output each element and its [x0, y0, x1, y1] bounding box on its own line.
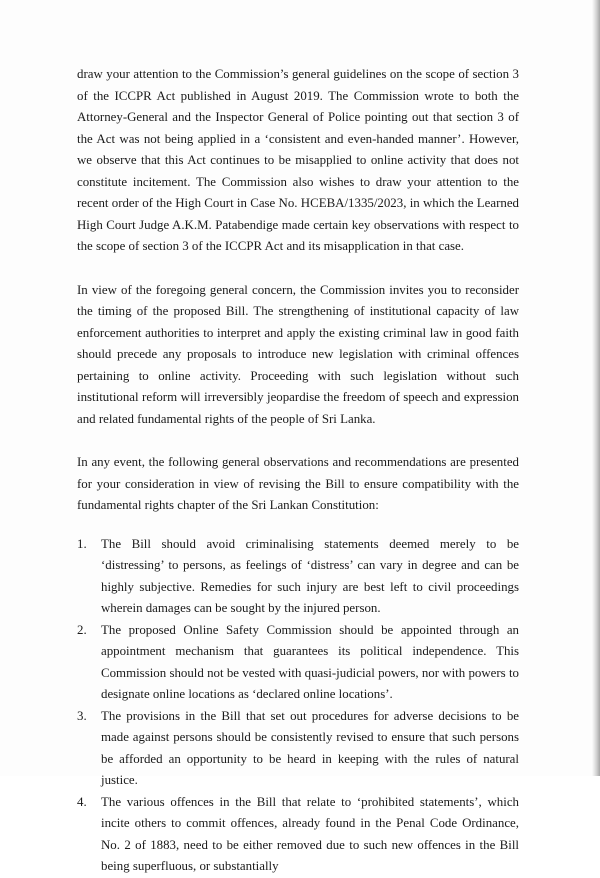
list-item-number: 3.: [77, 708, 87, 723]
list-item-text: The Bill should avoid criminalising statements deemed merely to be ‘distressing’ to persons, as feelings of ‘distress’ can vary in degree and can be highly subjective. Remedies for such injury are best left to civil proceedings wherein damages can be sought by the injured person.: [101, 536, 519, 615]
list-item-text: The various offences in the Bill that relate to ‘prohibited statements’, which incite others to commit offences, already found in the Penal Code Ordinance, No. 2 of 1883, need to be either removed due to such new offences in the Bill being superfluous, or substantially: [101, 794, 519, 873]
list-item: [77, 706, 519, 792]
list-item: [77, 792, 519, 878]
list-item: [77, 620, 519, 706]
paragraph-reconsider-timing: In view of the foregoing general concern, the Commission invites you to reconsider the timing of the proposed Bill. The strengthening of institutional capacity of law enforcement authorities to interpret and apply the existing criminal law in good faith should precede any proposals to introduce new legislation with criminal offences pertaining to online activity. Proceeding with such legislation without such institutional reform will irreversibly jeopardise the freedom of speech and expression and related fundamental rights of the people of Sri Lanka.: [77, 282, 519, 426]
list-item-number: 1.: [77, 536, 87, 551]
list-item-number: 4.: [77, 794, 87, 809]
list-item-text: The proposed Online Safety Commission should be appointed through an appointment mechanism that guarantees its political independence. This Commission should not be vested with quasi-judicial powers, nor with powers to designate online locations as ‘declared online locations’.: [101, 622, 519, 701]
recommendations-list: [77, 534, 519, 878]
paragraph-iccpr-guidelines: draw your attention to the Commission’s general guidelines on the scope of section 3 of the ICCPR Act published in August 2019. The Commission wrote to both the Attorney-General and the Inspector General of Police pointing out that section 3 of the Act was not being applied in a ‘consistent and even-handed manner’. However, we observe that this Act continues to be misapplied to online activity that does not constitute incitement. The Commission also wishes to draw your attention to the recent order of the High Court in Case No. HCEBA/1335/2023, in which the Learned High Court Judge A.K.M. Patabendige made certain key observations with respect to the scope of section 3 of the ICCPR Act and its misapplication in that case.: [77, 67, 519, 253]
list-item-number: 2.: [77, 622, 87, 637]
paragraph-recommendations-intro: In any event, the following general observations and recommendations are presented for your consideration in view of revising the Bill to ensure compatibility with the fundamental rights chapter of the Sri Lankan Constitution:: [77, 455, 519, 512]
list-item: [77, 534, 519, 620]
list-item-text: The provisions in the Bill that set out procedures for adverse decisions to be made against persons should be consistently revised to ensure that such persons be afforded an opportunity to be heard in keeping with the rules of natural justice.: [101, 708, 519, 787]
document-body: [77, 64, 519, 878]
